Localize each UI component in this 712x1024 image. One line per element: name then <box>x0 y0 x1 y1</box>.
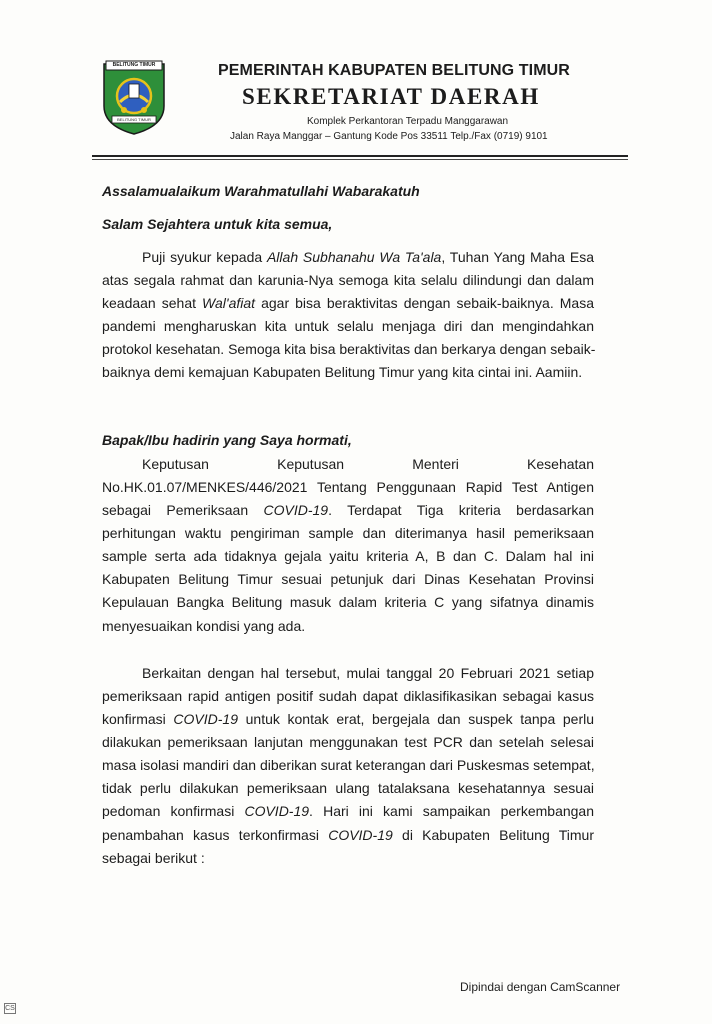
text-line: sample serta ada tidaknya gejala yaitu kriteria A, B dan C. Dalam hal ini <box>102 548 594 565</box>
logo-banner-text: BELITUNG TIMUR <box>112 62 156 68</box>
text-line: perhitungan waktu pengiriman sample dan diterimanya hasil pemeriksaan <box>102 525 594 542</box>
text-line: baiknya demi kemajuan Kabupaten Belitung Timur yang kita cintai ini. Aamiin. <box>102 364 583 381</box>
text-line: protokol kesehatan. Semoga kita bisa beraktivitas dan berkarya dengan sebaik- <box>102 341 596 358</box>
text-line: Kabupaten Belitung Timur sesuai petunjuk dari Dinas Kesehatan Provinsi <box>102 571 594 588</box>
text-line: pandemi mengharuskan kita untuk selalu menjaga diri dan mengindahkan <box>102 318 594 335</box>
text-line: sebagai berikut : <box>102 849 205 866</box>
text-line: Keputusan Keputusan Menteri Kesehatan <box>142 456 594 472</box>
camscanner-watermark: Dipindai dengan CamScanner <box>460 980 621 994</box>
text-line: pemeriksaan rapid antigen positif sudah dapat diklasifikasikan sebagai kasus <box>102 688 594 704</box>
paragraph-2 <box>102 476 594 638</box>
office-title: SEKRETARIAT DAERAH <box>242 84 540 109</box>
text-line: Puji syukur kepada Allah Subhanahu Wa Ta'ala, Tuhan Yang Maha Esa <box>142 249 594 265</box>
text-line: dilakukan pemeriksaan lanjutan menggunakan test PCR dan setelah selesai <box>102 734 594 751</box>
letterhead-divider-thin <box>92 159 628 160</box>
text-line: Berkaitan dengan hal tersebut, mulai tanggal 20 Februari 2021 setiap <box>142 665 594 681</box>
text-line: atas segala rahmat dan karunia-Nya semoga kita selalu dilindungi dan dalam <box>102 272 594 288</box>
opening-greeting: Assalamualaikum Warahmatullahi Wabarakatuh <box>102 183 420 199</box>
paragraph-2-first-line <box>142 453 594 476</box>
letterhead-divider <box>92 155 628 157</box>
text-line: pedoman konfirmasi COVID-19. Hari ini kami sampaikan perkembangan <box>102 803 594 820</box>
text-line: penambahan kasus terkonfirmasi COVID-19 di Kabupaten Belitung Timur <box>102 826 595 843</box>
paragraph-3-first-line <box>142 662 594 685</box>
text-line: No.HK.01.07/MENKES/446/2021 Tentang Penggunaan Rapid Test Antigen <box>102 479 594 495</box>
text-line: tidak perlu dilakukan pemeriksaan ulang tatalaksana kesehatannya sesuai <box>102 780 594 797</box>
regency-coat-of-arms-icon <box>98 58 170 136</box>
camscanner-logo-icon: CS <box>5 1005 15 1012</box>
audience-salutation: Bapak/Ibu hadirin yang Saya hormati, <box>102 432 352 448</box>
paragraph-1 <box>102 269 594 384</box>
opening-salutation: Salam Sejahtera untuk kita semua, <box>102 216 333 232</box>
text-line: konfirmasi COVID-19 untuk kontak erat, bergejala dan suspek tanpa perlu <box>102 711 594 728</box>
text-line: masa isolasi mandiri dan diberikan surat keterangan dari Puskesmas setempat, <box>102 757 595 774</box>
text-line: Kepulauan Bangka Belitung masuk dalam kriteria C yang sifatnya dinamis <box>102 594 594 611</box>
logo-ribbon-text: BELITUNG TIMUR <box>117 117 151 122</box>
text-line: sebagai Pemeriksaan COVID-19. Terdapat Tiga kriteria berdasarkan <box>102 502 594 519</box>
office-address: Jalan Raya Manggar – Gantung Kode Pos 33511 Telp./Fax (0719) 9101 <box>230 131 548 142</box>
text-line: keadaan sehat Wal'afiat agar bisa beraktivitas dengan sebaik-baiknya. Masa <box>102 295 594 312</box>
text-line: menyesuaikan kondisi yang ada. <box>102 617 306 634</box>
government-name: PEMERINTAH KABUPATEN BELITUNG TIMUR <box>218 62 570 79</box>
office-complex: Komplek Perkantoran Terpadu Manggarawan <box>307 116 509 127</box>
paragraph-3 <box>102 685 594 870</box>
paragraph-1-first-line <box>142 246 594 269</box>
